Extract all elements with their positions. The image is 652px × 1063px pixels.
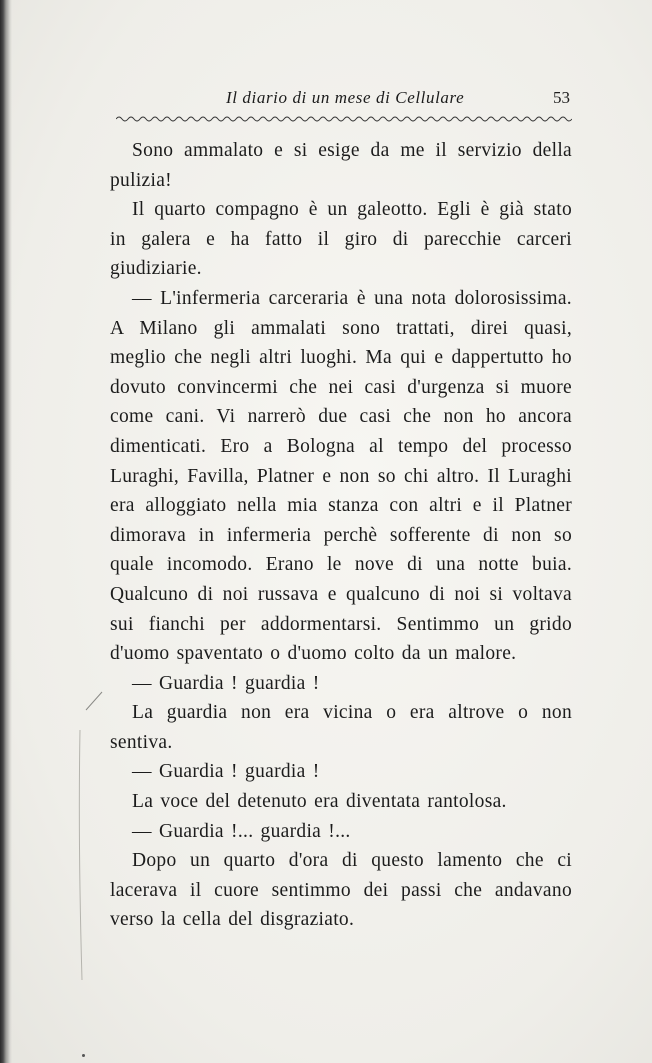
pencil-margin-mark bbox=[74, 690, 114, 990]
paragraph: — Guardia !... guardia !... bbox=[132, 820, 351, 842]
paragraph: — Guardia ! guardia ! bbox=[132, 761, 320, 783]
page-number: 53 bbox=[553, 88, 570, 107]
paragraph: La guardia non era vicina o era altrove o non sentiva. bbox=[110, 702, 572, 753]
paragraph: Dopo un quarto d'ora di questo lamento che ci lacerava il cuore sentimmo dei passi che andavano verso la cella del disgraziato. bbox=[110, 850, 572, 931]
running-title: Il diario di un mese di Cellulare bbox=[226, 88, 465, 107]
paragraph: — L'infermeria carceraria è una nota dolorosissima. A Milano gli ammalati sono trattati, direi quasi, meglio che negli altri luoghi. Ma qui e dappertutto ho dovuto convincermi che nei casi d'urgenza si muore come cani. Vi narrerò due casi che non ho ancora dimenticati. Ero a Bologna al tempo del processo Luraghi, Favilla, Platner e non so chi altro. Il Luraghi era alloggiato nella mia stanza con altri e il Platner dimorava in infermeria perchè sofferente di non so quale incomodo. Erano le nove di una notte buia. Qualcuno di noi russava e qualcuno di noi si voltava sui fianchi per addormentarsi. Sentimmo un grido d'uomo spaventato o d'uomo colto da un malore. bbox=[110, 287, 572, 665]
page-header bbox=[118, 88, 570, 114]
paragraph: La voce del detenuto era diventata rantolosa. bbox=[132, 791, 507, 813]
header-wavy-rule bbox=[116, 114, 572, 124]
paragraph: Il quarto compagno è un galeotto. Egli è già stato in galera e ha fatto il giro di parecchie carceri giudiziarie. bbox=[110, 199, 572, 280]
paragraph: — Guardia ! guardia ! bbox=[132, 672, 320, 694]
ink-speck bbox=[82, 1054, 85, 1057]
page-binding-edge bbox=[0, 0, 12, 1063]
body-text bbox=[110, 136, 572, 935]
paragraph: Sono ammalato e si esige da me il servizio della pulizia! bbox=[110, 140, 572, 191]
